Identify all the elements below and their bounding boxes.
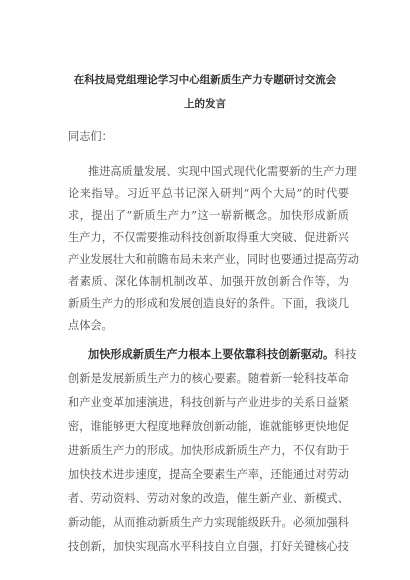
paragraph-1-line: 推进高质量发展、实现中国式现代化需要新的生产力理 xyxy=(88,165,357,178)
paragraph-1-line: 求，提出了“新质生产力”这一崭新概念。加快形成新质 xyxy=(68,209,349,222)
paragraph-1-line: 点体会。 xyxy=(68,319,113,332)
paragraph-1-line: 论来指导。习近平总书记深入研判“两个大局”的时代要 xyxy=(68,187,349,200)
paragraph-2-line: 新动能，从而推动新质生产力实现能级跃升。必须加强科 xyxy=(68,516,349,529)
paragraph-2-line: 技创新，加快实现高水平科技自立自强，打好关键核心技 xyxy=(68,540,349,553)
paragraph-2-line: 者、劳动资料、劳动对象的改造，催生新产业、新模式、 xyxy=(68,492,349,505)
paragraph-1-line: 生产力，不仅需要推动科技创新取得重大突破、促进新兴 xyxy=(68,231,349,244)
paragraph-2-first-line xyxy=(88,346,357,362)
paragraph-2-first-tail: 科技 xyxy=(334,348,357,361)
salutation: 同志们： xyxy=(68,130,113,143)
document-title-line-1: 在科技局党组理论学习中心组新质生产力专题研讨交流会 xyxy=(73,74,337,86)
paragraph-2-line: 创新是发展新质生产力的核心要素。随着新一轮科技革命 xyxy=(68,372,349,385)
paragraph-1-line: 新质生产力的形成和发展创造良好的条件。下面，我谈几 xyxy=(68,297,349,310)
document-title-line-2: 上的发言 xyxy=(184,98,226,110)
paragraph-2-lead: 加快形成新质生产力根本上要依靠科技创新驱动。 xyxy=(88,348,335,361)
paragraph-2-line: 加快技术进步速度，提高全要素生产率，还能通过对劳动 xyxy=(68,468,349,481)
paragraph-2-line: 进新质生产力的形成。加快形成新质生产力，不仅有助于 xyxy=(68,444,349,457)
paragraph-2-line: 密，谁能够更大程度地释放创新动能，谁就能够更快地促 xyxy=(68,420,349,433)
paragraph-1-line: 者素质、深化体制机制改革、加强开放创新合作等，为 xyxy=(68,275,349,288)
paragraph-2-line: 和产业变革加速演进，科技创新与产业进步的关系日益紧 xyxy=(68,396,349,409)
paragraph-1-line: 产业发展壮大和前瞻布局未来产业，同时也要通过提高劳动 xyxy=(68,253,359,266)
